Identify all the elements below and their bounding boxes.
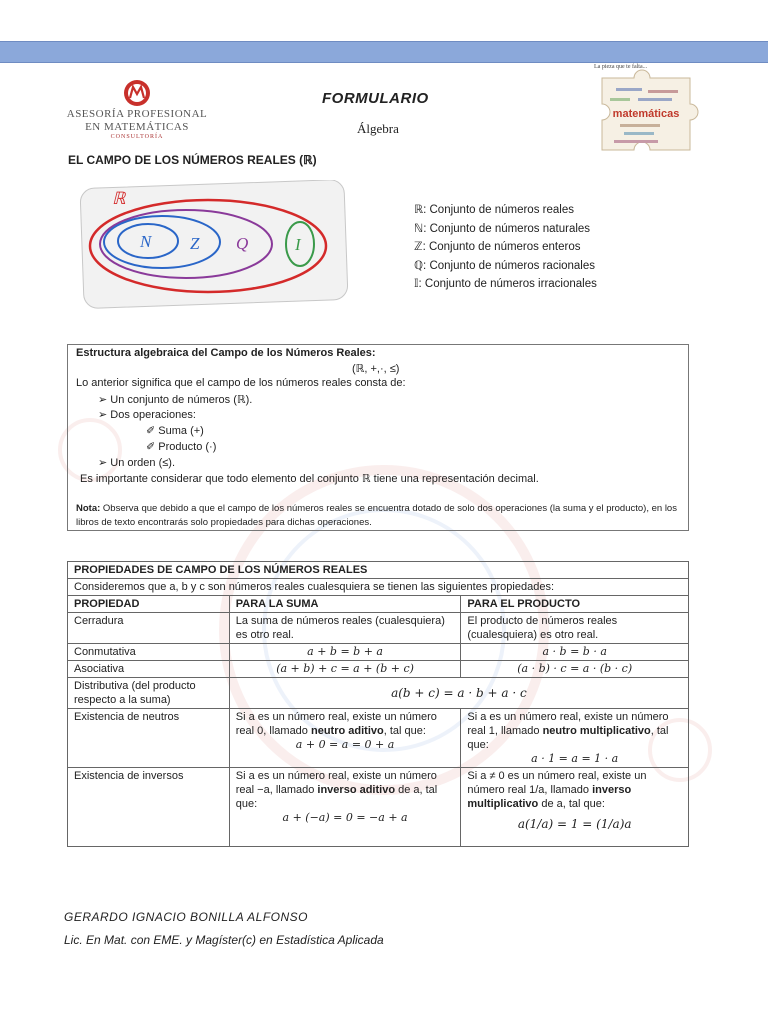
diagram-label-integer: Z xyxy=(190,234,200,253)
property-name: Conmutativa xyxy=(68,644,230,661)
property-name: Existencia de neutros xyxy=(68,709,230,768)
field-properties-table xyxy=(67,561,689,847)
document-subtitle: Álgebra xyxy=(357,121,399,136)
sublist-item-product: ✐ Producto (·) xyxy=(146,441,217,453)
header-sum: PARA LA SUMA xyxy=(229,596,461,613)
structure-heading: Estructura algebraica del Campo de los Números Reales: xyxy=(76,347,376,359)
diagram-label-rational: Q xyxy=(236,234,249,253)
table-header-row xyxy=(68,596,689,613)
author-credentials: Lic. En Mat. con EME. y Magíster(c) en Estadística Aplicada xyxy=(64,933,384,947)
decimal-representation-note: Es importante considerar que todo elemento del conjunto ℝ tiene una representación decimal. xyxy=(80,473,539,485)
sum-equation: a + (−a) = 0 = −a + a xyxy=(282,811,408,824)
table-intro: Consideremos que a, b y c son números reales cualesquiera se tienen las siguientes propiedades: xyxy=(68,579,689,596)
sum-cell: Si a es un número real, existe un número real −a, llamado inverso aditivo de a, tal que: a + (−a) = 0 = −a + a xyxy=(229,768,461,847)
product-cell: Si a es un número real, existe un número real 1, llamado neutro multiplicativo, tal que: a · 1 = a = 1 · a xyxy=(461,709,689,768)
property-name: Distributiva (del producto respecto a la suma) xyxy=(68,678,230,709)
product-cell: (a · b) · c = a · (b · c) xyxy=(461,661,689,678)
arrow-bullet-icon: ➢ xyxy=(98,394,111,406)
puzzle-caption: La pieza que te falta... xyxy=(594,64,648,70)
arrow-bullet-icon: ➢ xyxy=(98,457,111,469)
table-row xyxy=(68,644,689,661)
header-property: PROPIEDAD xyxy=(68,596,230,613)
sum-cell: Si a es un número real, existe un número real 0, llamado neutro aditivo, tal que: a + 0 = a = 0 + a xyxy=(229,709,461,768)
top-color-bar xyxy=(0,41,768,63)
sum-equation: a + 0 = a = 0 + a xyxy=(295,738,395,751)
nota-paragraph: Nota: Observa que debido a que el campo de los números reales se encuentra dotado de solo dos operaciones (la suma y el producto), en los libros de texto encontrarás solo propiedades para dichas operaciones. xyxy=(76,503,677,528)
product-cell: a · b = b · a xyxy=(461,644,689,661)
property-name: Existencia de inversos xyxy=(68,768,230,847)
diagram-label-real: ℝ xyxy=(112,189,126,208)
sublist-item-sum: ✐ Suma (+) xyxy=(146,425,204,437)
product-cell: Si a ≠ 0 es un número real, existe un número real 1/a, llamado inverso multiplicativo de a, tal que: a(1/a) = 1 = (1/a)a xyxy=(461,768,689,847)
logo-line-2: EN MATEMÁTICAS xyxy=(85,121,189,133)
list-item-operations: ➢ Dos operaciones: xyxy=(98,409,196,421)
legend-integer: ℤ: Conjunto de números enteros xyxy=(414,241,581,253)
product-cell: El producto de números reales (cualesquiera) es otro real. xyxy=(461,613,689,644)
sum-cell: La suma de números reales (cualesquiera) es otro real. xyxy=(229,613,461,644)
structure-notation: (ℝ, +,·, ≤) xyxy=(352,363,400,375)
product-equation: a(1/a) = 1 = (1/a)a xyxy=(517,817,632,831)
legend-irrational: 𝕀: Conjunto de números irracionales xyxy=(414,278,597,290)
logo-line-1: ASESORÍA PROFESIONAL xyxy=(66,108,208,120)
header-product: PARA EL PRODUCTO xyxy=(461,596,689,613)
table-title: PROPIEDADES DE CAMPO DE LOS NÚMEROS REALES xyxy=(68,562,689,579)
structure-intro: Lo anterior significa que el campo de los números reales consta de: xyxy=(76,377,406,389)
number-sets-diagram xyxy=(78,180,354,310)
table-row xyxy=(68,768,689,847)
section-title-real-field: EL CAMPO DE LOS NÚMEROS REALES (ℝ) xyxy=(68,153,317,167)
pencil-bullet-icon: ✐ xyxy=(146,441,159,453)
arrow-bullet-icon: ➢ xyxy=(98,409,111,421)
logo-line-3: CONSULTORÍA xyxy=(110,134,164,140)
legend-natural: ℕ: Conjunto de números naturales xyxy=(414,222,591,235)
table-row xyxy=(68,709,689,768)
pencil-bullet-icon: ✐ xyxy=(146,425,159,437)
logo xyxy=(62,78,212,140)
document-title: FORMULARIO xyxy=(322,90,429,107)
list-item-order: ➢ Un orden (≤). xyxy=(98,457,176,469)
diagram-label-natural: N xyxy=(140,232,152,251)
legend-rational: ℚ: Conjunto de números racionales xyxy=(414,259,596,272)
table-row xyxy=(68,661,689,678)
puzzle-piece-icon xyxy=(594,64,706,156)
list-item-set: ➢ Un conjunto de números (ℝ). xyxy=(98,394,253,406)
table-row xyxy=(68,678,689,709)
algebraic-structure-box xyxy=(67,344,689,531)
sum-cell: a + b = b + a xyxy=(229,644,461,661)
property-name: Asociativa xyxy=(68,661,230,678)
diagram-label-irrational: I xyxy=(295,235,301,254)
sum-cell: (a + b) + c = a + (b + c) xyxy=(229,661,461,678)
property-name: Cerradura xyxy=(68,613,230,644)
logo-emblem-icon xyxy=(120,78,154,108)
distributive-cell: a(b + c) = a · b + a · c xyxy=(229,678,688,709)
puzzle-image xyxy=(594,64,706,156)
sets-legend xyxy=(414,201,597,294)
author-name: GERARDO IGNACIO BONILLA ALFONSO xyxy=(64,910,308,924)
product-equation: a · 1 = a = 1 · a xyxy=(531,752,619,765)
table-row xyxy=(68,613,689,644)
puzzle-word: matemáticas xyxy=(612,108,680,120)
legend-real: ℝ: Conjunto de números reales xyxy=(414,204,574,216)
